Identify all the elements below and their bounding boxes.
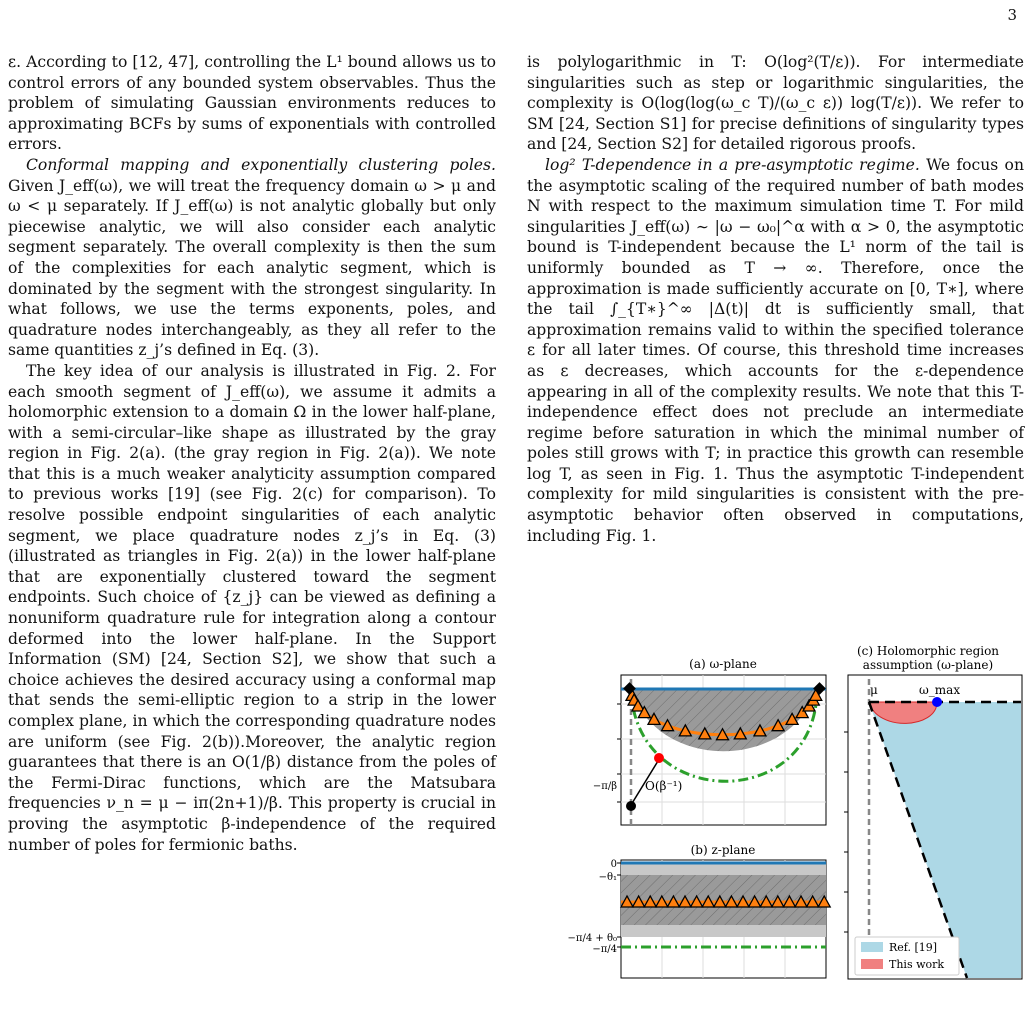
- paragraph: is polylogarithmic in T: O(log²(T/ε)). For intermediate singularities such as step or logarithmic singularities, the complexity is O(log(log(ω_c T)/(ω_c ε)) log(T/ε)). We refer to SM [24, Section S1] for precise definitions of singularity types and [24, Section S2] for detailed rigorous proofs.: [527, 53, 1024, 154]
- panel-a: [593, 657, 826, 825]
- page-number: 3: [1007, 6, 1017, 24]
- panel-b-title: (b) z-plane: [690, 843, 756, 857]
- panel-c-title-line2: assumption (ω-plane): [862, 658, 994, 672]
- panel-a-title: (a) ω-plane: [689, 657, 757, 671]
- legend-label-thiswork: This work: [889, 958, 945, 971]
- left-column: [8, 52, 496, 855]
- paragraph-body: Given J_eff(ω), we will treat the frequency domain ω > μ and ω < μ separately. If J_eff(ω) is not analytic globally but only piecewise analytic, we will also consider each analytic segment separately. The overall complexity is then the sum of the complexities for each analytic segment, which is dominated by the segment with the strongest singularity. In what follows, we use the terms exponents, poles, and quadrature nodes interchangeably, as they all refer to the same quantities z_j’s defined in Eq. (3).: [8, 176, 496, 360]
- legend-swatch-ref19: [861, 942, 883, 952]
- legend: [855, 937, 959, 975]
- strip-light: [621, 863, 826, 875]
- panel-c: [844, 644, 1022, 979]
- paragraph: [527, 155, 1024, 546]
- strip-light: [621, 925, 826, 937]
- distance-label: O(β⁻¹): [645, 779, 683, 793]
- figure-svg: [527, 534, 1024, 1010]
- panel-c-title-line1: (c) Holomorphic region: [856, 644, 1000, 658]
- omega-max-label: ω_max: [919, 683, 961, 697]
- paragraph-body: We focus on the asymptotic scaling of the required number of bath modes N with respect to the maximum simulation time T. For mild singularities J_eff(ω) ∼ |ω − ω₀|^α with α > 0, the asymptotic bound is T-independent because the L¹ norm of the tail is uniformly bounded as T → ∞. Therefore, once the approximation is made sufficiently accurate on [0, T∗], where the tail ∫_{T∗}^∞ |Δ(t)| dt is sufficiently small, that approximation remains valid to within the specified tolerance ε for all later times. Of course, this threshold time increases as ε decreases, which accounts for the ε-dependence appearing in all of the complexity results. We note that this T-independence effect does not preclude an intermediate regime before saturation in which the minimal number of poles still grows with T; in practice this growth can resemble log T, as seen in Fig. 1. Thus the asymptotic T-independent complexity for mild singularities is consistent with the pre-asymptotic behavior often observed in computations, including Fig. 1.: [527, 155, 1024, 545]
- y-tick-label: −π/4 + θ₀: [567, 933, 617, 944]
- run-in-heading: log² T-dependence in a pre-asymptotic regime.: [545, 155, 920, 174]
- y-tick-label: −π/4: [592, 944, 617, 955]
- y-tick-label: 0: [610, 859, 617, 870]
- omega-max-dot: [932, 697, 942, 707]
- y-tick-label: −θ₁: [598, 872, 617, 883]
- run-in-heading: Conformal mapping and exponentially clustering poles.: [26, 155, 496, 174]
- right-column: [527, 52, 1024, 546]
- region-point: [654, 753, 664, 763]
- y-tick-label: −π/β: [592, 781, 617, 792]
- paragraph: The key idea of our analysis is illustrated in Fig. 2. For each smooth segment of J_eff(ω), we assume it admits a holomorphic extension to a domain Ω in the lower half-plane, with a semi-circular–like shape as illustrated by the gray region in Fig. 2(a). (the gray region in Fig. 2(a)). We note that this is a much weaker analyticity assumption compared to previous works [19] (see Fig. 2(c) for comparison). To resolve possible endpoint singularities of each analytic segment, we place quadrature nodes z_j’s in Eq. (3) (illustrated as triangles in Fig. 2(a)) in the lower half-plane that are exponentially clustered toward the segment endpoints. Such choice of {z_j} can be viewed as defining a nonuniform quadrature rule for integration along a contour deformed into the lower half-plane. In the Support Information (SM) [24, Section S2], we show that such a choice achieves the desired accuracy using a conformal map that sends the semi-elliptic region to a strip in the lower complex plane, in which the corresponding quadrature nodes are uniform (see Fig. 2(b)).Moreover, the analytic region guarantees that there is an O(1/β) distance from the poles of the Fermi-Dirac functions, which are the Matsubara frequencies ν_n = μ − iπ(2n+1)/β. This property is crucial in proving the asymptotic β-independence of the required number of poles for fermionic baths.: [8, 361, 496, 854]
- paragraph: ε. According to [12, 47], controlling the L¹ bound allows us to control errors of any bounded system observables. Thus the problem of simulating Gaussian environments reduces to approximating BCFs by sums of exponentials with controlled errors.: [8, 53, 496, 154]
- matsubara-pole: [626, 801, 636, 811]
- legend-label-ref19: Ref. [19]: [889, 941, 938, 954]
- panel-b: [568, 843, 831, 978]
- paragraph: [8, 155, 496, 361]
- legend-swatch-thiswork: [861, 959, 883, 969]
- mu-label: μ: [870, 683, 878, 697]
- figure-2: [527, 534, 1024, 1010]
